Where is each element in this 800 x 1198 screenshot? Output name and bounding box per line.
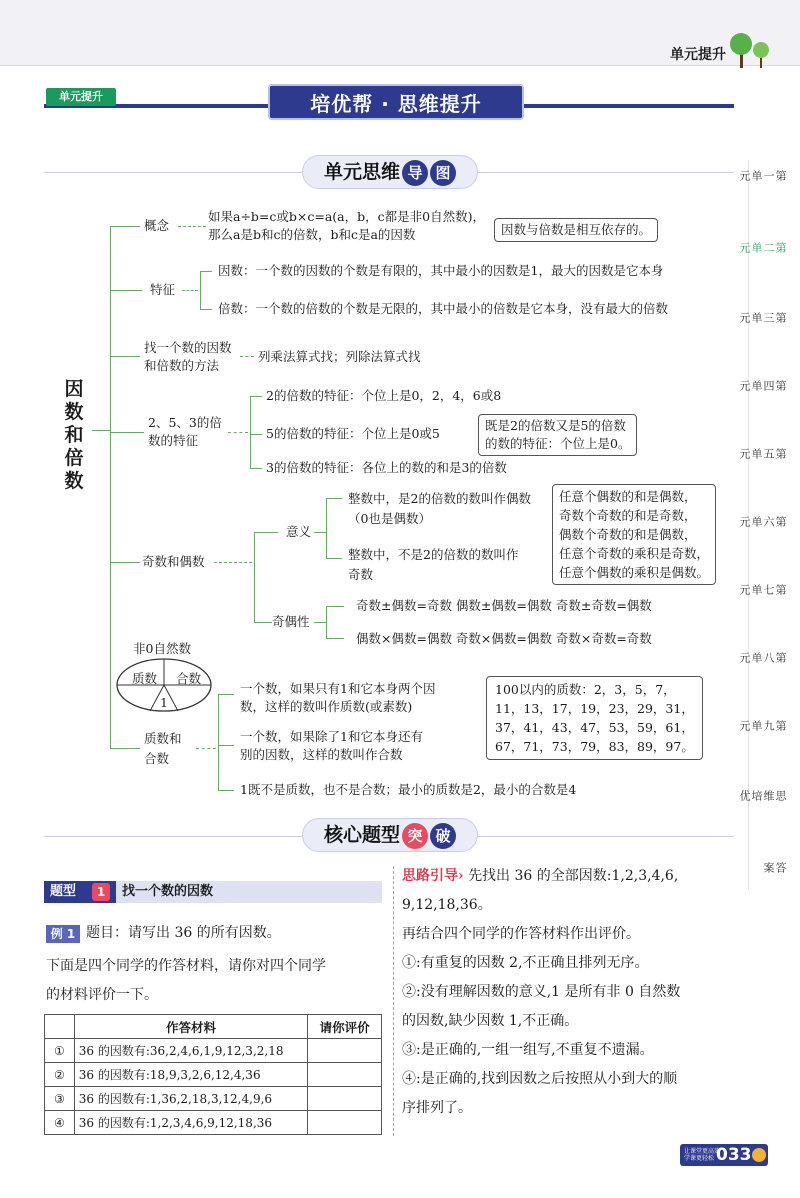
mindmap-root: 因 数 和 倍 数 [64,378,84,492]
circle-bottom: 1 [160,695,168,710]
concept-note: 因数与倍数是相互依存的。 [494,218,658,242]
prime-def-1: 一个数，如果只有1和它本身两个因 [240,681,436,696]
column-divider [393,866,394,1136]
table-row: ② 36 的因数有:18,9,3,2,6,12,4,36 [45,1063,382,1087]
prime-note: 1既不是质数，也不是合数；最小的质数是2，最小的合数是4 [240,782,577,797]
feature-factor: 因数：一个数的因数的个数是有限的，其中最小的因数是1，最大的因数是它本身 [218,263,664,278]
circle-right: 合数 [176,671,202,686]
question-type-chip: 题型 [44,881,116,903]
guide-line-2: 9,12,18,36。 [402,897,492,913]
rule-two: 2的倍数的特征：个位上是0，2，4，6或8 [266,388,502,403]
core-title-pill-2: 破 [430,823,456,849]
circle-left: 质数 [132,671,158,686]
comp-def-2: 别的因数，这样的数叫作合数 [240,747,403,762]
guide-line-3: 再结合四个同学的作答材料作出评价。 [402,926,640,942]
mindmap-title-pill-1: 导 [402,160,428,186]
parity-label: 奇数和偶数 [142,554,205,569]
add-rule: 奇数±偶数=奇数 偶数±偶数=偶数 奇数±奇数=偶数 [356,598,652,613]
table-row: ① 36 的因数有:36,2,4,6,1,9,12,3,2,18 [45,1039,382,1063]
prime-label-1: 质数和 [144,731,182,746]
example-intro-1: 下面是四个同学的作答材料，请你对四个同学 [46,958,326,974]
side-tab-8[interactable]: 第八单元 [738,652,787,663]
comp-def-1: 一个数，如果除了1和它本身还有 [240,729,423,744]
method-label-2: 和倍数的方法 [144,358,220,373]
root-connector [92,430,110,431]
side-tab-7[interactable]: 第七单元 [738,584,787,595]
side-tab-thinking[interactable]: 思维培优 [738,790,787,801]
table-cell-material: 36 的因数有:36,2,4,6,1,9,12,3,2,18 [74,1039,308,1063]
footer-ornament-icon [752,1148,766,1162]
table-row: ③ 36 的因数有:1,36,2,18,3,12,4,9,6 [45,1087,382,1111]
table-cell-material: 36 的因数有:1,36,2,18,3,12,4,9,6 [74,1087,308,1111]
solution-guide [402,862,747,1123]
header-section-title: 单元提升 [670,47,726,63]
method-label-1: 找一个数的因数 [144,340,232,355]
method-text: 列乘法算式找；列除法算式找 [258,349,421,364]
side-tab-5[interactable]: 第五单元 [738,448,787,459]
odd-def-2: 奇数 [348,567,374,582]
table-cell-evaluation[interactable] [308,1039,382,1063]
unit-tag: 单元提升 [46,88,116,106]
example-question: 题目：请写出 36 的所有因数。 [86,925,281,941]
side-tab-6[interactable]: 第六单元 [738,516,787,527]
feature-multiple: 倍数：一个数的倍数的个数是无限的，其中最小的倍数是它本身，没有最大的倍数 [218,301,669,316]
table-row: ④ 36 的因数有:1,2,3,4,6,9,12,18,36 [45,1111,382,1135]
example-chip: 例 1 [46,925,80,943]
concept-line-1: 如果a÷b=c或b×c=a(a，b，c都是非0自然数)， [208,209,485,224]
table-header-evaluation: 请你评价 [308,1015,382,1039]
question-type-number: 1 [92,883,110,901]
core-title-text: 核心题型 [323,824,400,846]
guide-line-4: ①:有重复的因数 2,不正确且排列无序。 [402,955,649,971]
parity-note: 任意个偶数的和是偶数， 奇数个奇数的和是奇数， 偶数个奇数的和是偶数， 任意个奇数的乘积是奇数， 任意个偶数的乘积是偶数。 [552,484,716,585]
core-section-title [302,818,478,852]
feature-label: 特征 [150,282,176,297]
mindmap-title-pill-2: 图 [430,160,456,186]
side-tab-2[interactable]: 第二单元 [738,242,787,253]
footer-slogan: 让课堂更高效 学课更轻松 [684,1148,721,1162]
page-banner-title: 培优帮 · 思维提升 [268,84,524,120]
core-title-pill-1: 突 [402,823,428,849]
table-cell-material: 36 的因数有:1,2,3,4,6,9,12,18,36 [74,1111,308,1135]
tree-icon [728,30,774,70]
side-tab-3[interactable]: 第三单元 [738,312,787,323]
question-type-label: 找一个数的因数 [122,884,214,899]
side-tab-answers[interactable]: 答案 [762,862,787,873]
rule-three: 3的倍数的特征：各位上的数的和是3的倍数 [266,460,507,475]
concept-label: 概念 [144,218,170,233]
concept-line-2: 那么a是b和c的倍数，b和c是a的因数 [208,227,416,242]
property-label: 奇偶性 [272,614,310,629]
guide-tag: 思路引导 [402,868,458,884]
example-intro-2: 的材料评价一下。 [46,987,158,1003]
mindmap-title-text: 单元思维 [323,161,400,183]
answer-table [44,1014,382,1135]
prime-label-2: 合数 [144,751,170,766]
prime-def-2: 数，这样的数叫作质数(或素数) [240,699,413,714]
guide-line-1: 思路引导› 先找出 36 的全部因数:1,2,3,4,6, [402,868,679,884]
table-cell-evaluation[interactable] [308,1063,382,1087]
rule-five: 5的倍数的特征：个位上是0或5 [266,426,440,441]
even-def-2: （0也是偶数） [348,511,431,526]
odd-def-1: 整数中，不是2的倍数的数叫作 [348,547,519,562]
rule-label-1: 2、5、3的倍 [148,415,222,430]
mindmap-section-title [302,155,478,189]
guide-line-7: ③:是正确的,一组一组写,不重复不遗漏。 [402,1042,654,1058]
trunk-line [110,226,111,748]
primes-under-100: 100以内的质数：2，3，5，7， 11，13，17，19，23，29，31， 37，41，43，47，53，59，61， 67，71，73，79，83，89，97。 [486,676,703,760]
rule-label-2: 数的特征 [148,433,199,448]
table-cell-material: 36 的因数有:18,9,3,2,6,12,4,36 [74,1063,308,1087]
side-tab-1[interactable]: 第一单元 [738,170,787,181]
side-tab-9[interactable]: 第九单元 [738,720,787,731]
side-tab-4[interactable]: 第四单元 [738,380,787,391]
guide-line-5: ②:没有理解因数的意义,1 是所有非 0 自然数 [402,984,681,1000]
table-cell-evaluation[interactable] [308,1087,382,1111]
rule-note: 既是2的倍数又是5的倍数 的数的特征：个位上是0。 [478,414,637,456]
mul-rule: 偶数×偶数=偶数 奇数×偶数=偶数 奇数×奇数=奇数 [356,631,652,646]
page-number: 033 [716,1145,752,1165]
guide-line-8: ④:是正确的,找到因数之后按照从小到大的顺 [402,1071,678,1087]
meaning-label: 意义 [286,524,312,539]
even-def-1: 整数中，是2的倍数的数叫作偶数 [348,491,531,506]
guide-line-6: 的因数,缺少因数 1,不正确。 [402,1013,579,1029]
table-header-index [45,1015,75,1039]
guide-line-9: 序排列了。 [402,1100,472,1116]
table-cell-evaluation[interactable] [308,1111,382,1135]
circle-title: 非0自然数 [133,641,191,656]
table-header-material: 作答材料 [74,1015,308,1039]
table-header-row [45,1015,382,1039]
